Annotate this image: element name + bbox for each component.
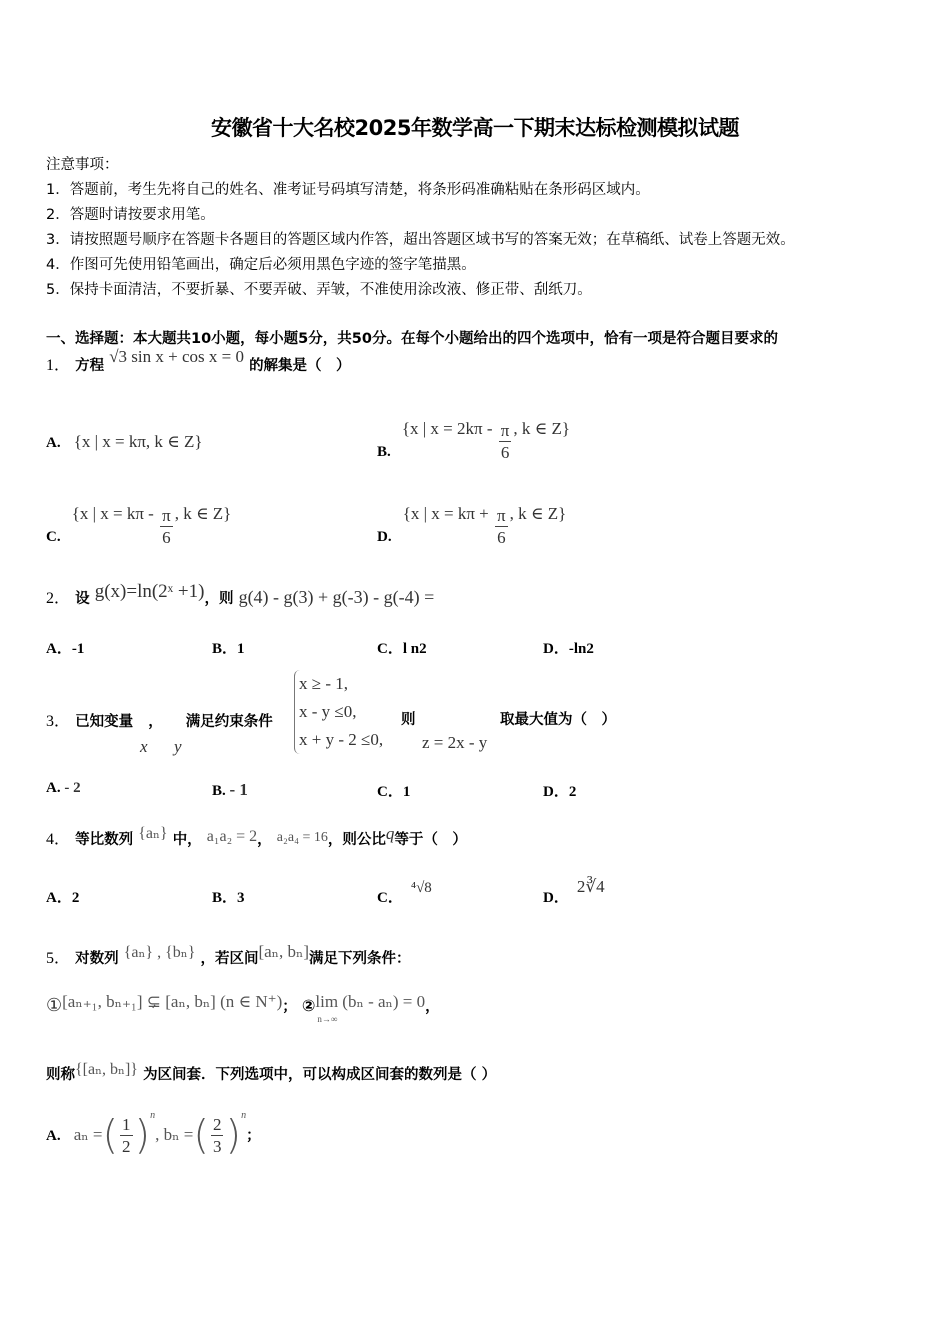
variable-q: q: [385, 824, 395, 843]
option-label: B.: [212, 783, 226, 799]
option-value: {x | x = kπ, k ∈ Z}: [73, 432, 203, 451]
option-a[interactable]: [46, 637, 84, 658]
question-text: ；: [246, 1128, 261, 1144]
option-label: C．: [377, 641, 403, 657]
exponent: n: [241, 1110, 247, 1121]
option-label: A.: [46, 435, 61, 451]
option-value: -1: [71, 641, 85, 657]
option-label: B．: [212, 641, 238, 657]
option-label: D．: [543, 784, 569, 800]
option-c[interactable]: [377, 880, 432, 907]
sequence: {aₙ}: [138, 825, 168, 842]
option-label: C.: [46, 529, 61, 545]
equation: √3 sin x + cos x = 0: [109, 347, 244, 366]
question-text: 已知变量: [75, 714, 134, 730]
constraint-system: [294, 670, 383, 754]
option-value: l n2: [402, 641, 427, 657]
notice-item-3: 3．请按照题号顺序在答题卡各题目的答题区域内作答，超出答题区域书写的答案无效；在草稿纸、试卷上答题无效。: [46, 232, 795, 248]
question-number: 3．: [46, 713, 71, 730]
option-value: , k ∈ Z}: [174, 504, 232, 523]
option-b[interactable]: [212, 780, 248, 800]
question-text: ，则: [204, 591, 234, 607]
page-title: 安徽省十大名校2025年数学高一下期末达标检测模拟试题: [211, 116, 739, 140]
interval: [aₙ, bₙ]: [258, 942, 310, 961]
question-number: 1．: [46, 357, 71, 374]
notice-item-5: 5．保持卡面清洁，不要折暴、不要弄破、弄皱，不准使用涂改液、修正带、刮纸刀。: [46, 282, 592, 298]
option-d[interactable]: [543, 780, 576, 801]
question-4: [46, 826, 467, 849]
option-value: -ln2: [568, 641, 594, 657]
question-text: 则: [401, 712, 416, 728]
option-label: C．: [377, 890, 403, 906]
question-number: 5．: [46, 950, 71, 967]
question-text: ，: [148, 714, 163, 730]
option-c[interactable]: [377, 780, 410, 801]
option-b[interactable]: [212, 637, 245, 658]
question-text: ，则公比: [327, 832, 386, 848]
notice-item-2: 2．答题时请按要求用笔。: [46, 207, 215, 223]
question-text: 满足约束条件: [185, 714, 273, 730]
option-d[interactable]: [543, 637, 594, 658]
sequences: {aₙ} , {bₙ}: [123, 944, 196, 961]
question-text: ，: [425, 999, 440, 1015]
constraint: x - y ≤0,: [299, 702, 357, 721]
question-text: ，: [257, 832, 272, 848]
fraction-numerator: 1: [122, 1115, 131, 1134]
question-text: 为区间套．下列选项中，可以构成区间套的数列是（ ）: [143, 1067, 497, 1083]
interval-set: {[aₙ, bₙ]}: [75, 1061, 138, 1078]
question-number: 4．: [46, 831, 71, 848]
option-d[interactable]: [377, 495, 567, 547]
fraction-denominator: 6: [500, 443, 510, 462]
section-heading: 一、选择题：本大题共10小题，每小题5分，共50分。在每个小题给出的四个选项中，恰有一项是符合题目要求的: [46, 331, 778, 347]
option-value: 2: [568, 784, 577, 800]
option-label: A.: [46, 780, 61, 796]
condition: [aₙ₊₁, bₙ₊₁] ⊊ [aₙ, bₙ] (n ∈ N⁺): [62, 992, 283, 1011]
option-value: , bₙ =: [155, 1125, 194, 1144]
limit-subscript: n→∞: [317, 1014, 338, 1024]
question-5-conditions: [46, 992, 440, 1024]
option-label: B．: [212, 890, 238, 906]
fraction-denominator: 3: [212, 1137, 222, 1156]
variable-y: y: [174, 737, 182, 756]
fraction-numerator: 2: [212, 1115, 222, 1134]
notice-item-1: 1．答题前，考生先将自己的姓名、准考证号码填写清楚，将条形码准确粘贴在条形码区域内。: [46, 182, 650, 198]
option-d[interactable]: [543, 877, 605, 907]
condition: a₁a₂ = 2: [206, 828, 258, 845]
equation: g(4) - g(3) + g(-3) - g(-4) =: [238, 587, 435, 607]
question-text: 等比数列: [75, 832, 134, 848]
condition-marker: ②: [301, 996, 316, 1015]
fraction-denominator: 6: [162, 528, 171, 547]
option-value: {x | x = kπ +: [402, 504, 494, 523]
option-value: 2∛4: [576, 877, 605, 896]
option-value: - 1: [229, 780, 248, 799]
question-number: 2．: [46, 590, 71, 607]
option-label: B.: [377, 444, 391, 460]
question-5: [46, 942, 411, 968]
option-label: D．: [543, 890, 569, 906]
question-text: 方程: [75, 358, 105, 374]
fraction-denominator: 2: [122, 1137, 131, 1156]
option-value: {x | x = kπ -: [71, 504, 159, 523]
question-1: [46, 347, 351, 375]
option-value: 2: [71, 890, 80, 906]
option-value: , k ∈ Z}: [509, 504, 567, 523]
fraction-numerator: π: [497, 506, 506, 525]
option-b[interactable]: [377, 410, 570, 462]
question-text: 满足下列条件：: [309, 951, 411, 967]
option-value: ⁴√8: [410, 880, 432, 896]
question-text: 中，: [172, 832, 202, 848]
question-5-definition: [46, 1063, 496, 1084]
question-text: 对数列: [75, 951, 119, 967]
option-label: D．: [543, 641, 569, 657]
option-label: D.: [377, 529, 392, 545]
exponent: n: [150, 1110, 156, 1121]
constraint: x + y - 2 ≤0,: [299, 730, 384, 749]
question-3: [46, 708, 273, 731]
option-label: A.: [46, 1128, 61, 1144]
question-text: 的解集是（ ）: [249, 358, 351, 374]
option-value: aₙ =: [73, 1125, 103, 1144]
option-value: 1: [402, 784, 411, 800]
question-2: [46, 581, 435, 609]
condition: lim (bₙ - aₙ) = 0: [315, 992, 426, 1011]
option-value: , k ∈ Z}: [513, 419, 570, 438]
condition-marker: ①: [46, 995, 63, 1015]
condition: a₂a₄ = 16: [276, 830, 328, 845]
question-text: 等于（ ）: [394, 832, 467, 848]
fraction-numerator: π: [162, 506, 171, 525]
objective-function: z = 2x - y: [422, 733, 488, 752]
option-value: {x | x = 2kπ -: [401, 419, 497, 438]
option-a[interactable]: A. aₙ =( $\frac{1}{2}$ )$^n$, bₙ =( $\frac{2}{3}$ )$^n$；: [46, 1110, 261, 1159]
question-text: 取最大值为（ ）: [500, 712, 616, 728]
option-label: A．: [46, 890, 72, 906]
notice-item-4: 4．作图可先使用铅笔画出，确定后必须用黑色字迹的签字笔描黑。: [46, 257, 476, 273]
option-value: 1: [237, 641, 245, 657]
equation: g(x)=ln(2ˣ +1): [94, 581, 205, 602]
question-text: 则称: [46, 1067, 75, 1083]
option-value: - 2: [64, 780, 81, 796]
option-a[interactable]: [46, 886, 79, 907]
constraint: x ≥ - 1,: [299, 674, 348, 693]
option-label: C．: [377, 784, 403, 800]
fraction-denominator: 6: [497, 528, 506, 547]
notice-heading: 注意事项：: [46, 157, 119, 173]
question-text: ；: [282, 999, 297, 1015]
option-a[interactable]: [46, 780, 81, 797]
option-c[interactable]: [46, 495, 232, 547]
variable-x: x: [140, 737, 148, 756]
fraction-numerator: π: [500, 421, 510, 440]
option-a[interactable]: [46, 432, 203, 452]
option-b[interactable]: [212, 886, 245, 907]
question-text: ，若区间: [200, 951, 259, 967]
option-label: A．: [46, 641, 72, 657]
option-value: 3: [237, 890, 245, 906]
option-c[interactable]: [377, 637, 427, 658]
question-text: 设: [75, 591, 90, 607]
